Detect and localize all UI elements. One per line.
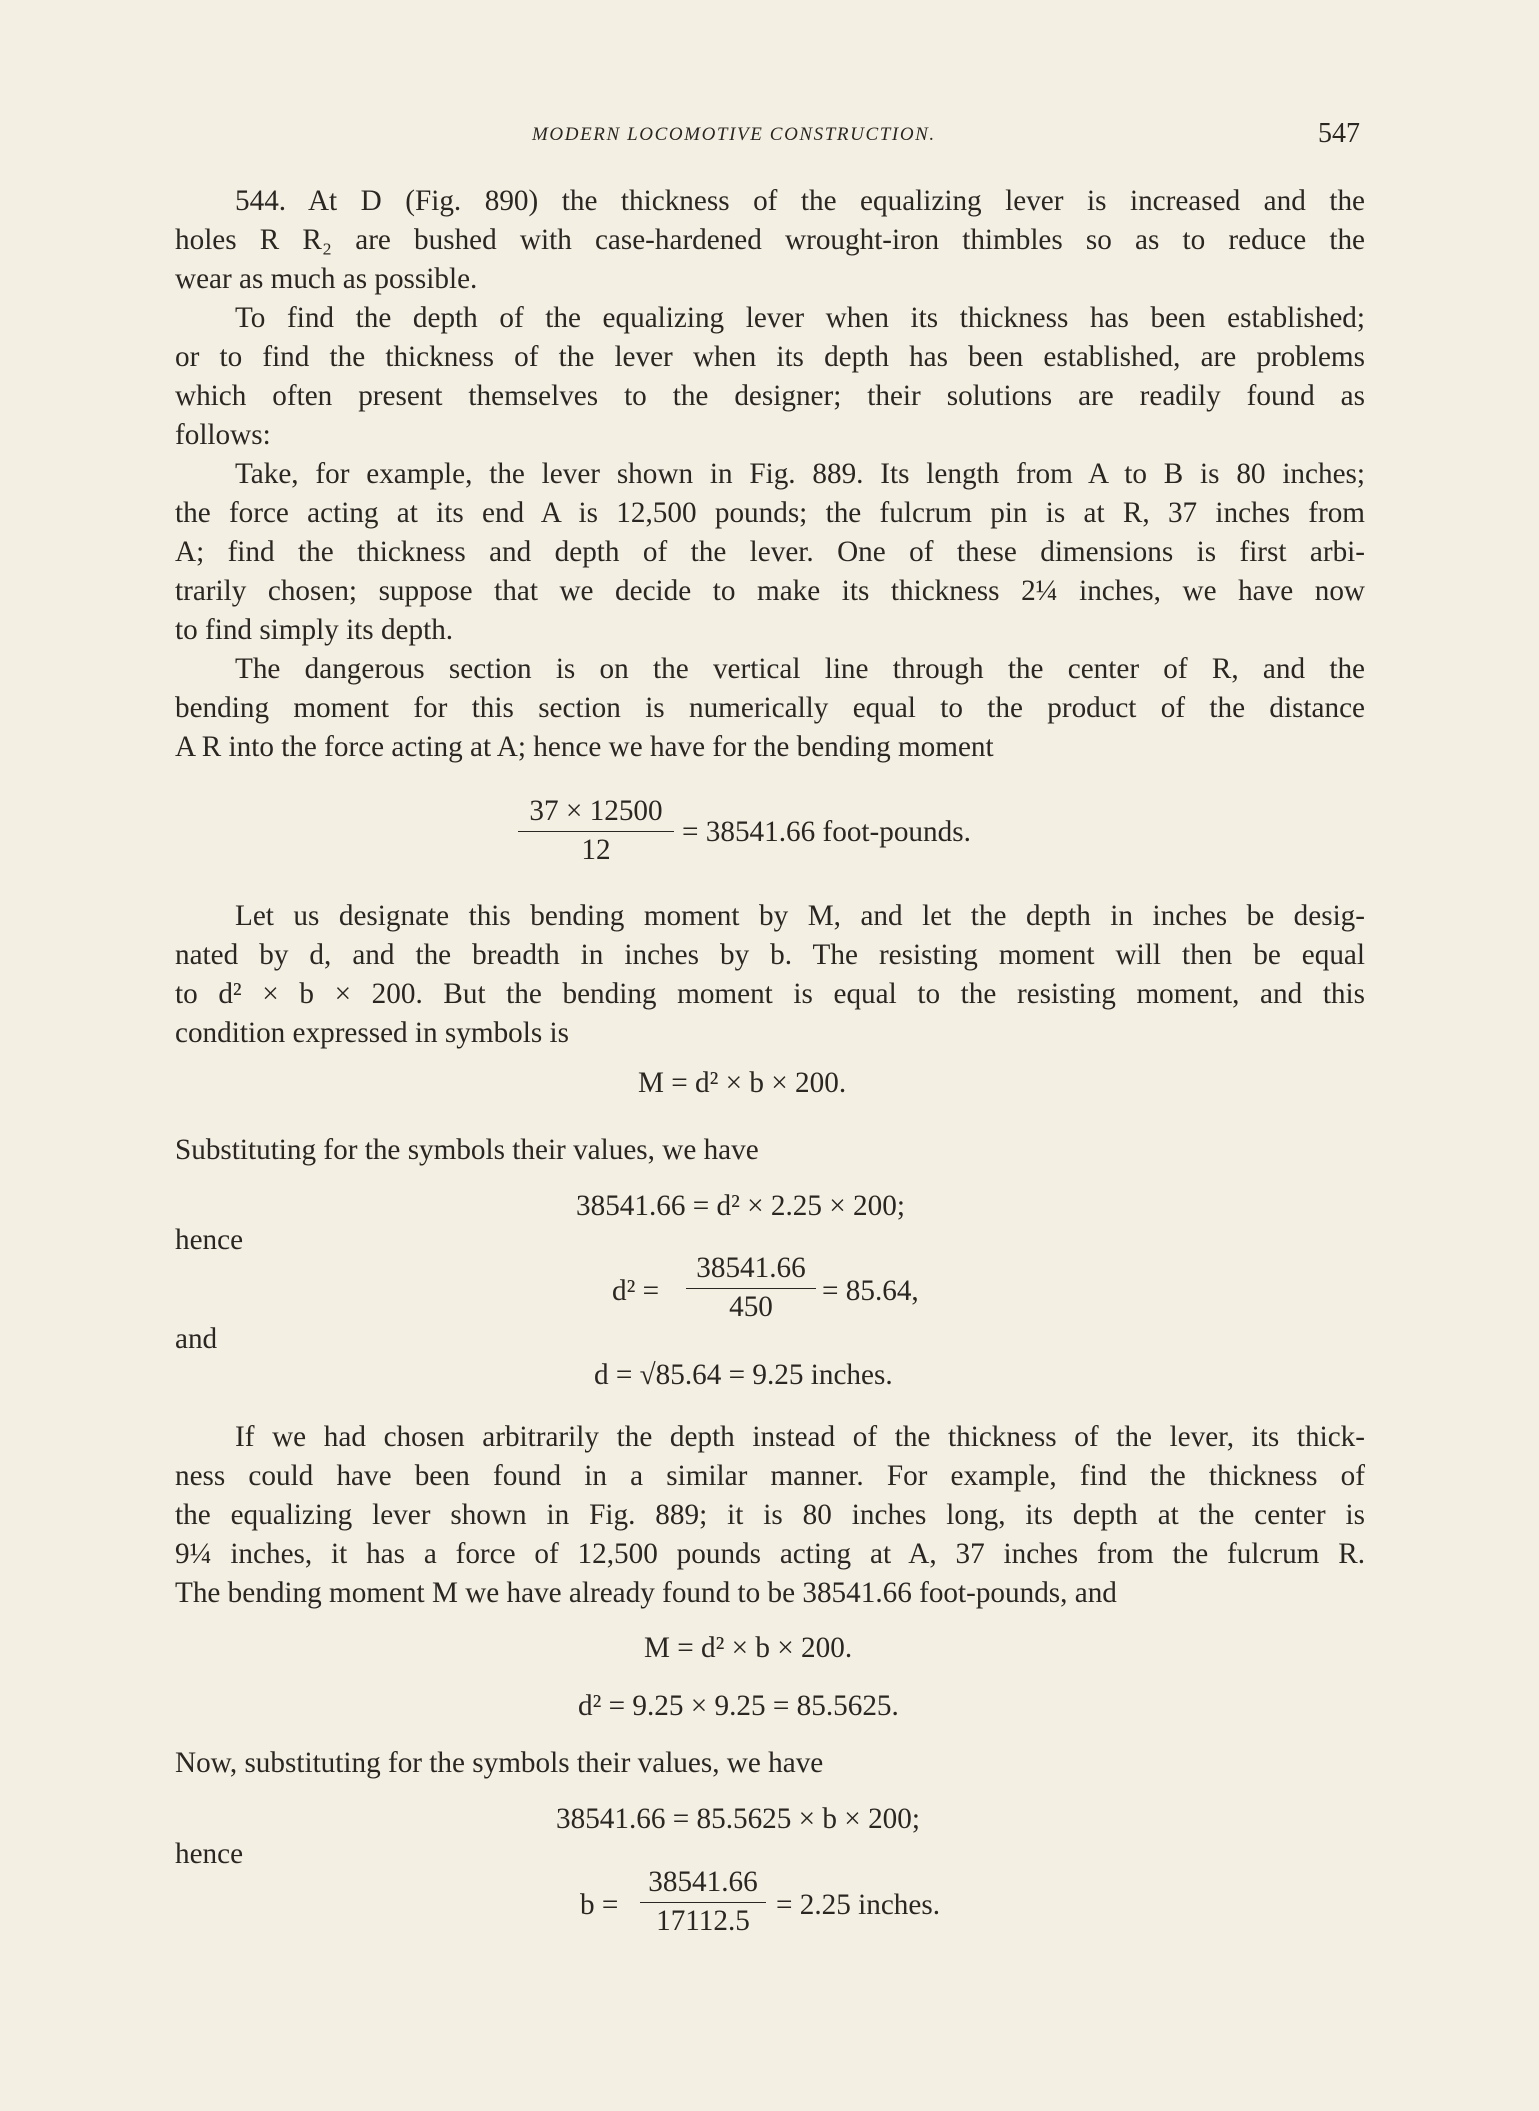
text-line: to find simply its depth. (175, 614, 454, 646)
text-line: 544. At D (Fig. 890) the thickness of the equalizing lever is increased and the (235, 185, 1365, 217)
equation-d-squared-rhs: = 85.64, (822, 1275, 919, 1307)
equation-d-squared-value: d² = 9.25 × 9.25 = 85.5625. (578, 1690, 899, 1722)
paragraph-dangerous-section (175, 650, 1365, 767)
text-line: Substituting for the symbols their values, we have (175, 1134, 759, 1166)
text-line: the force acting at its end A is 12,500 pounds; the fulcrum pin is at R, 37 inches from (175, 497, 1365, 529)
text-line: which often present themselves to the designer; their solutions are readily found as (175, 380, 1365, 412)
equation-d-squared-fraction (686, 1252, 816, 1323)
fraction-numerator: 38541.66 (648, 1866, 758, 1898)
text-line: The dangerous section is on the vertical line through the center of R, and the (235, 653, 1365, 685)
fraction-numerator: 38541.66 (696, 1252, 806, 1284)
equation-moment-formula: M = d² × b × 200. (638, 1067, 847, 1099)
equation-moment-formula-2: M = d² × b × 200. (644, 1632, 853, 1664)
fraction-denominator: 12 (581, 834, 611, 866)
paragraph-problem-statement (175, 299, 1365, 455)
text-line: The bending moment M we have already found to be 38541.66 foot-pounds, and (175, 1577, 1117, 1609)
text-line: holes R R₂ are bushed with case-hardened wrought-iron thimbles so as to reduce the (175, 224, 1365, 256)
text-and: and (175, 1323, 218, 1355)
text-line: bending moment for this section is numerically equal to the product of the distance (175, 692, 1365, 724)
text-line: the equalizing lever shown in Fig. 889; it is 80 inches long, its depth at the center is (175, 1499, 1365, 1531)
text-line: A R into the force acting at A; hence we have for the bending moment (175, 731, 994, 763)
equation-d-result: d = √85.64 = 9.25 inches. (594, 1359, 893, 1391)
equation-d-squared-lhs: d² = (612, 1275, 660, 1307)
equation-substitution-2: 38541.66 = 85.5625 × b × 200; (556, 1803, 920, 1835)
equation-bending-moment-result: = 38541.66 foot-pounds. (682, 816, 971, 848)
text-line: wear as much as possible. (175, 263, 478, 295)
text-line: follows: (175, 419, 271, 451)
equation-b-lhs: b = (580, 1889, 619, 1921)
text-line: ness could have been found in a similar manner. For example, find the thickness of (175, 1460, 1365, 1492)
fraction-denominator: 17112.5 (656, 1905, 750, 1937)
text-line: To find the depth of the equalizing lever when its thickness has been established; (235, 302, 1365, 334)
text-line: Now, substituting for the symbols their values, we have (175, 1747, 824, 1779)
paragraph-alternative (175, 1418, 1365, 1613)
equation-bending-moment-fraction (518, 795, 674, 866)
text-line: 9¼ inches, it has a force of 12,500 pounds acting at A, 37 inches from the fulcrum R. (175, 1538, 1365, 1570)
text-line: to d² × b × 200. But the bending moment is equal to the resisting moment, and this (175, 978, 1365, 1010)
text-line: or to find the thickness of the lever when its depth has been established, are problems (175, 341, 1365, 373)
paragraph-designation (175, 897, 1365, 1053)
text-line: nated by d, and the breadth in inches by b. The resisting moment will then be equal (175, 939, 1365, 971)
equation-substitution-1: 38541.66 = d² × 2.25 × 200; (576, 1190, 905, 1222)
text-line: If we had chosen arbitrarily the depth instead of the thickness of the lever, its thick- (235, 1421, 1365, 1453)
text-line: trarily chosen; suppose that we decide to make its thickness 2¼ inches, we have now (175, 575, 1365, 607)
fraction-numerator: 37 × 12500 (529, 795, 663, 827)
paragraph-example (175, 455, 1365, 650)
equation-b-fraction (640, 1866, 766, 1937)
text-line: Let us designate this bending moment by M, and let the depth in inches be desig- (235, 900, 1365, 932)
page-number: 547 (1318, 118, 1360, 149)
text-hence: hence (175, 1224, 244, 1256)
text-line: A; find the thickness and depth of the lever. One of these dimensions is first arbi- (175, 536, 1365, 568)
running-title: MODERN LOCOMOTIVE CONSTRUCTION. (532, 124, 936, 145)
equation-b-rhs: = 2.25 inches. (776, 1889, 940, 1921)
text-line: condition expressed in symbols is (175, 1017, 570, 1049)
fraction-denominator: 450 (729, 1291, 773, 1323)
running-head (0, 118, 1539, 158)
text-line: Take, for example, the lever shown in Fig. 889. Its length from A to B is 80 inches; (235, 458, 1365, 490)
paragraph-544 (175, 182, 1365, 299)
text-hence: hence (175, 1838, 244, 1870)
